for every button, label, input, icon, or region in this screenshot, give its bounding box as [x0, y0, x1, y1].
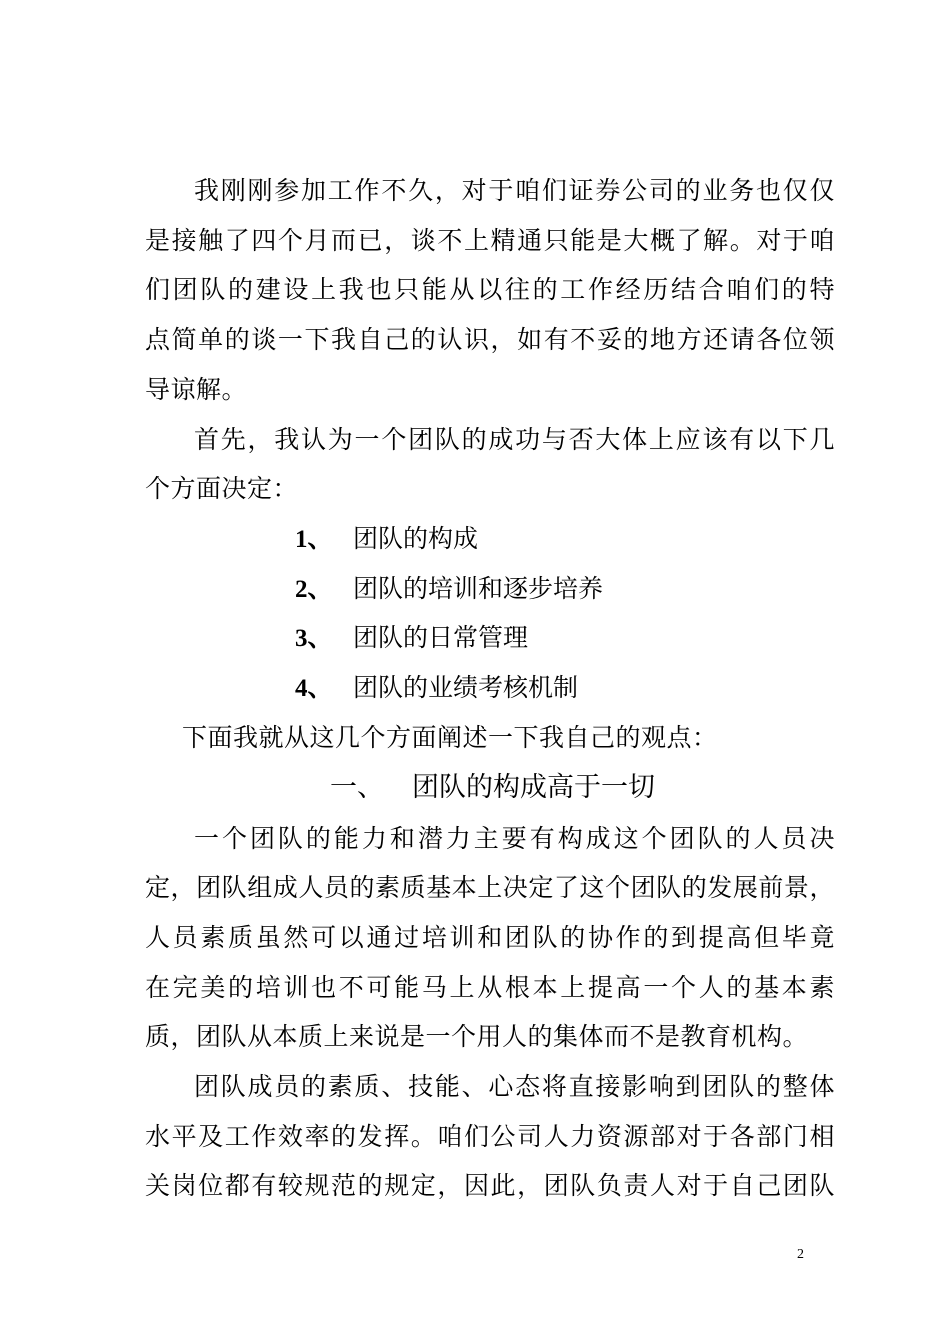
- list-item: [295, 574, 603, 605]
- list-item-number: 1、: [295, 526, 333, 553]
- section-heading-number: 一、: [330, 772, 384, 803]
- list-item-text: 团队的培训和逐步培养: [353, 574, 604, 603]
- paragraph-line: 关岗位都有较规范的规定，因此，团队负责人对于自己团队: [145, 1171, 835, 1200]
- page-number: 2: [797, 1247, 804, 1262]
- section-heading: [330, 772, 655, 804]
- list-item: [295, 673, 578, 704]
- paragraph-line: 一个团队的能力和潜力主要有构成这个团队的人员决: [194, 824, 835, 853]
- list-item-text: 团队的业绩考核机制: [353, 673, 579, 702]
- paragraph-line: 们团队的建设上我也只能从以往的工作经历结合咱们的特: [145, 275, 835, 304]
- list-item-number: 3、: [295, 625, 333, 652]
- paragraph-line: 质，团队从本质上来说是一个用人的集体而不是教育机构。: [145, 1022, 809, 1051]
- paragraph-line: 首先，我认为一个团队的成功与否大体上应该有以下几: [194, 425, 835, 454]
- paragraph-line: 定，团队组成人员的素质基本上决定了这个团队的发展前景，: [145, 873, 835, 902]
- list-item-number: 2、: [295, 576, 333, 603]
- list-item: [295, 524, 478, 555]
- paragraph-line: 人员素质虽然可以通过培训和团队的协作的到提高但毕竟: [145, 923, 835, 952]
- paragraph-line: 是接触了四个月而已，谈不上精通只能是大概了解。对于咱: [145, 226, 835, 255]
- paragraph-line: 个方面决定：: [145, 474, 299, 503]
- paragraph-line: 我刚刚参加工作不久，对于咱们证券公司的业务也仅仅: [194, 176, 835, 205]
- list-item-text: 团队的构成: [353, 524, 479, 553]
- paragraph-line: 在完美的培训也不可能马上从根本上提高一个人的基本素: [145, 973, 835, 1002]
- paragraph-line: 水平及工作效率的发挥。咱们公司人力资源部对于各部门相: [145, 1122, 835, 1151]
- list-item: [295, 623, 528, 654]
- paragraph-line: 导谅解。: [145, 375, 248, 404]
- transition-text: 下面我就从这几个方面阐述一下我自己的观点：: [182, 723, 718, 752]
- list-item-number: 4、: [295, 675, 333, 702]
- paragraph-line: 团队成员的素质、技能、心态将直接影响到团队的整体: [194, 1072, 835, 1101]
- list-item-text: 团队的日常管理: [353, 623, 529, 652]
- section-heading-text: 团队的构成高于一切: [412, 772, 655, 803]
- paragraph-line: 点简单的谈一下我自己的认识，如有不妥的地方还请各位领: [145, 325, 835, 354]
